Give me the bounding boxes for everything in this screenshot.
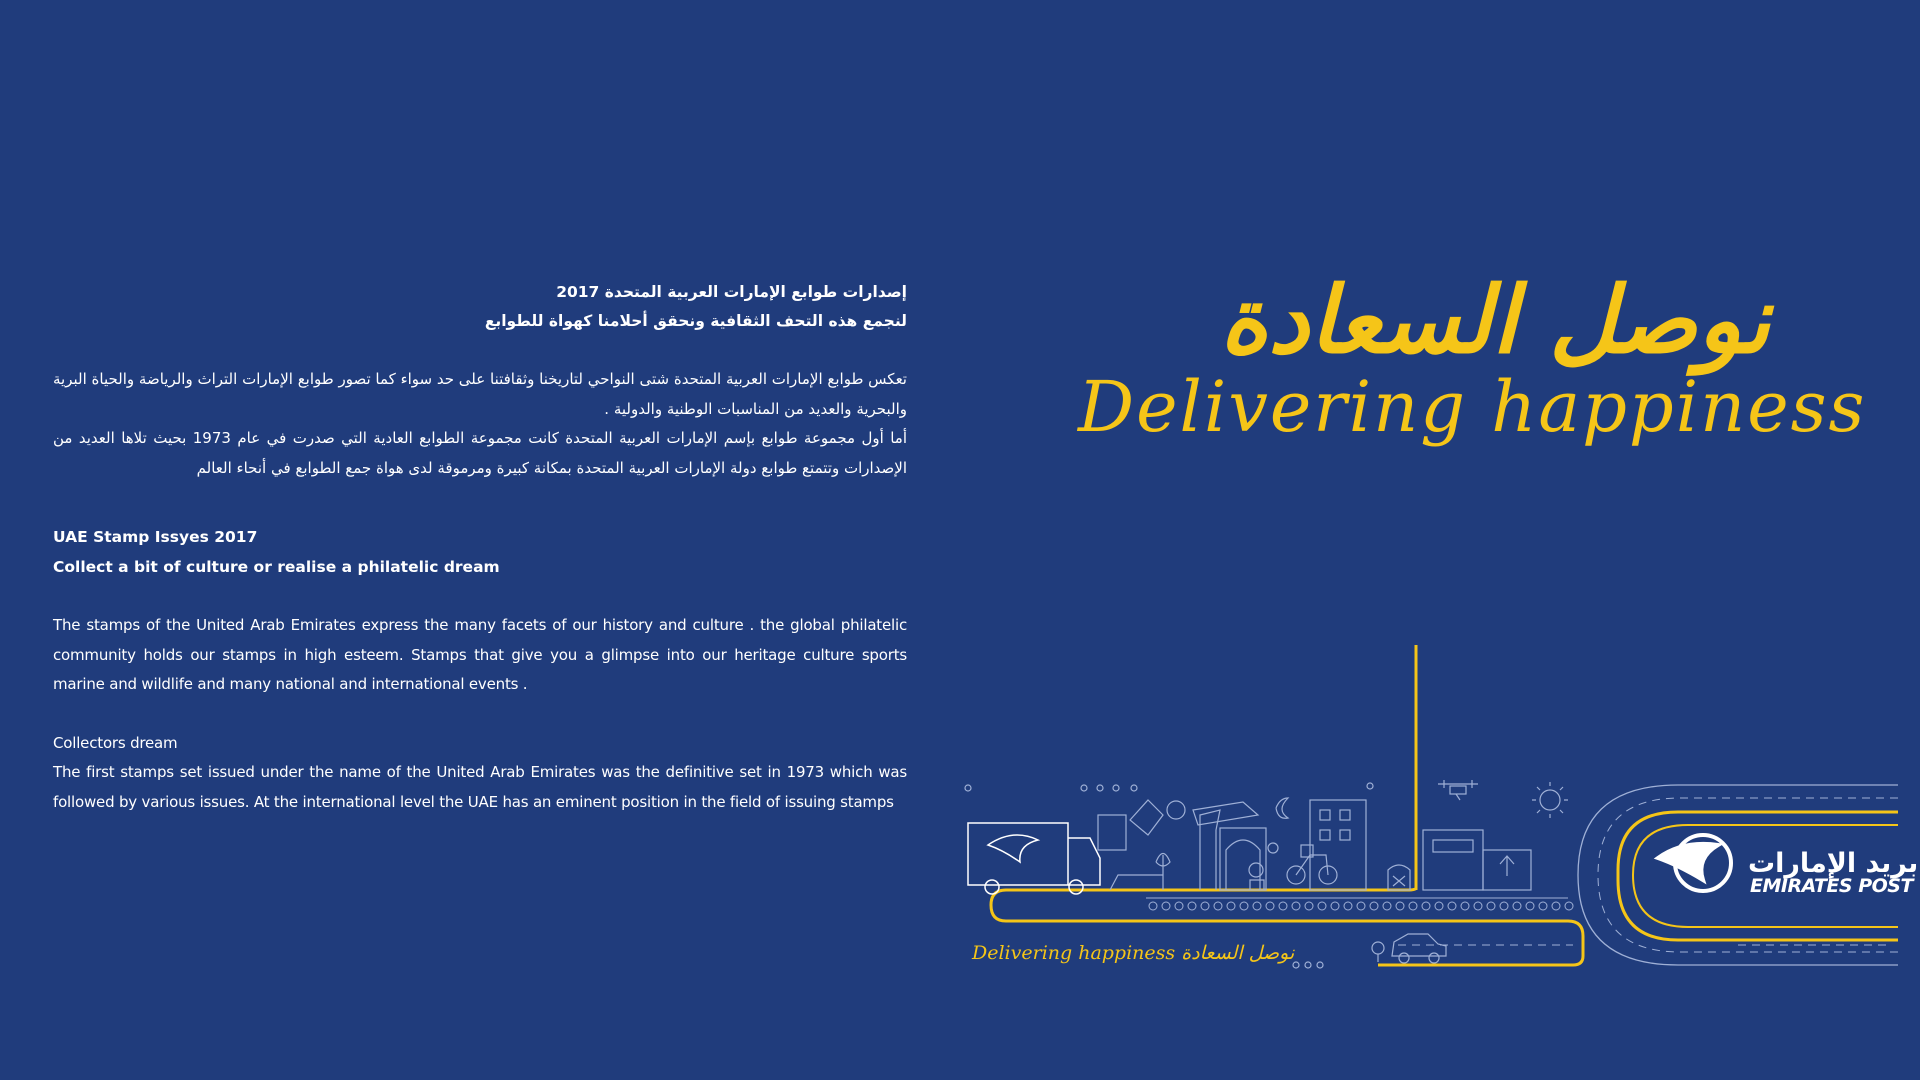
arabic-title-line1: إصدارات طوابع الإمارات العربية المتحدة 2017 [556, 283, 907, 301]
text-column [53, 278, 907, 817]
delivery-illustration [958, 640, 1898, 990]
arabic-title [53, 278, 907, 336]
conveyor-dots [1149, 902, 1573, 910]
arabic-paragraph-1: تعكس طوابع الإمارات العربية المتحدة شتى النواحي لتاريخنا وثقافتنا على حد سواء كما تصور طوابع الإمارات التراث والرياضة والحياة البرية والبحرية والعديد من المناسبات الوطنية والدولية . [53, 370, 907, 418]
english-paragraph-2: The first stamps set issued under the name of the United Arab Emirates was the definitive set in 1973 which was followed by various issues. At the international level the UAE has an eminent position in the field of issuing stamps [53, 763, 907, 811]
english-collectors-section [53, 729, 907, 818]
arabic-body [53, 365, 907, 483]
illustration-tagline [972, 942, 1294, 964]
emirates-post-logo-arabic: بريد الإمارات [1748, 848, 1919, 879]
delivery-truck-icon [968, 823, 1100, 894]
decorative-dots [965, 783, 1373, 968]
english-subheading: Collectors dream [53, 733, 178, 752]
arabic-title-line2: لنجمع هذه التحف الثقافية ونحقق أحلامنا كهواة للطوابع [484, 312, 907, 330]
emirates-post-logo-emblem [1658, 835, 1731, 891]
english-paragraph-1: The stamps of the United Arab Emirates express the many facets of our history and culture . the global philatelic community holds our stamps in high esteem. Stamps that give you a glimpse into our heritage culture sports marine and wildlife and many national and international events . [53, 616, 907, 693]
car-icon [1372, 934, 1446, 963]
arabic-paragraph-2: أما أول مجموعة طوابع بإسم الإمارات العربية المتحدة كانت مجموعة الطوابع العادية التي صدرت في عام 1973 بحيث تلاها العديد من الإصدارات وتتمتع طوابع دولة الإمارات العربية المتحدة بمكانة كبيرة ومرموقة لدى هواة جمع الطوابع في أنحاء العالم [53, 429, 907, 477]
english-title-line1: UAE Stamp Issyes 2017 [53, 528, 258, 546]
emirates-post-logo-english: EMIRATES POST [1750, 875, 1913, 897]
tagline-arabic: نوصل السعادة [1181, 942, 1295, 964]
tagline-english: Delivering happiness [972, 942, 1176, 964]
english-title-line2: Collect a bit of culture or realise a philatelic dream [53, 557, 500, 576]
hero-english-slogan: Delivering happiness [1078, 366, 1867, 448]
city-line-art [1098, 798, 1366, 890]
hero-arabic-slogan: نوصل السعادة [1219, 266, 1771, 374]
english-title [53, 523, 907, 582]
